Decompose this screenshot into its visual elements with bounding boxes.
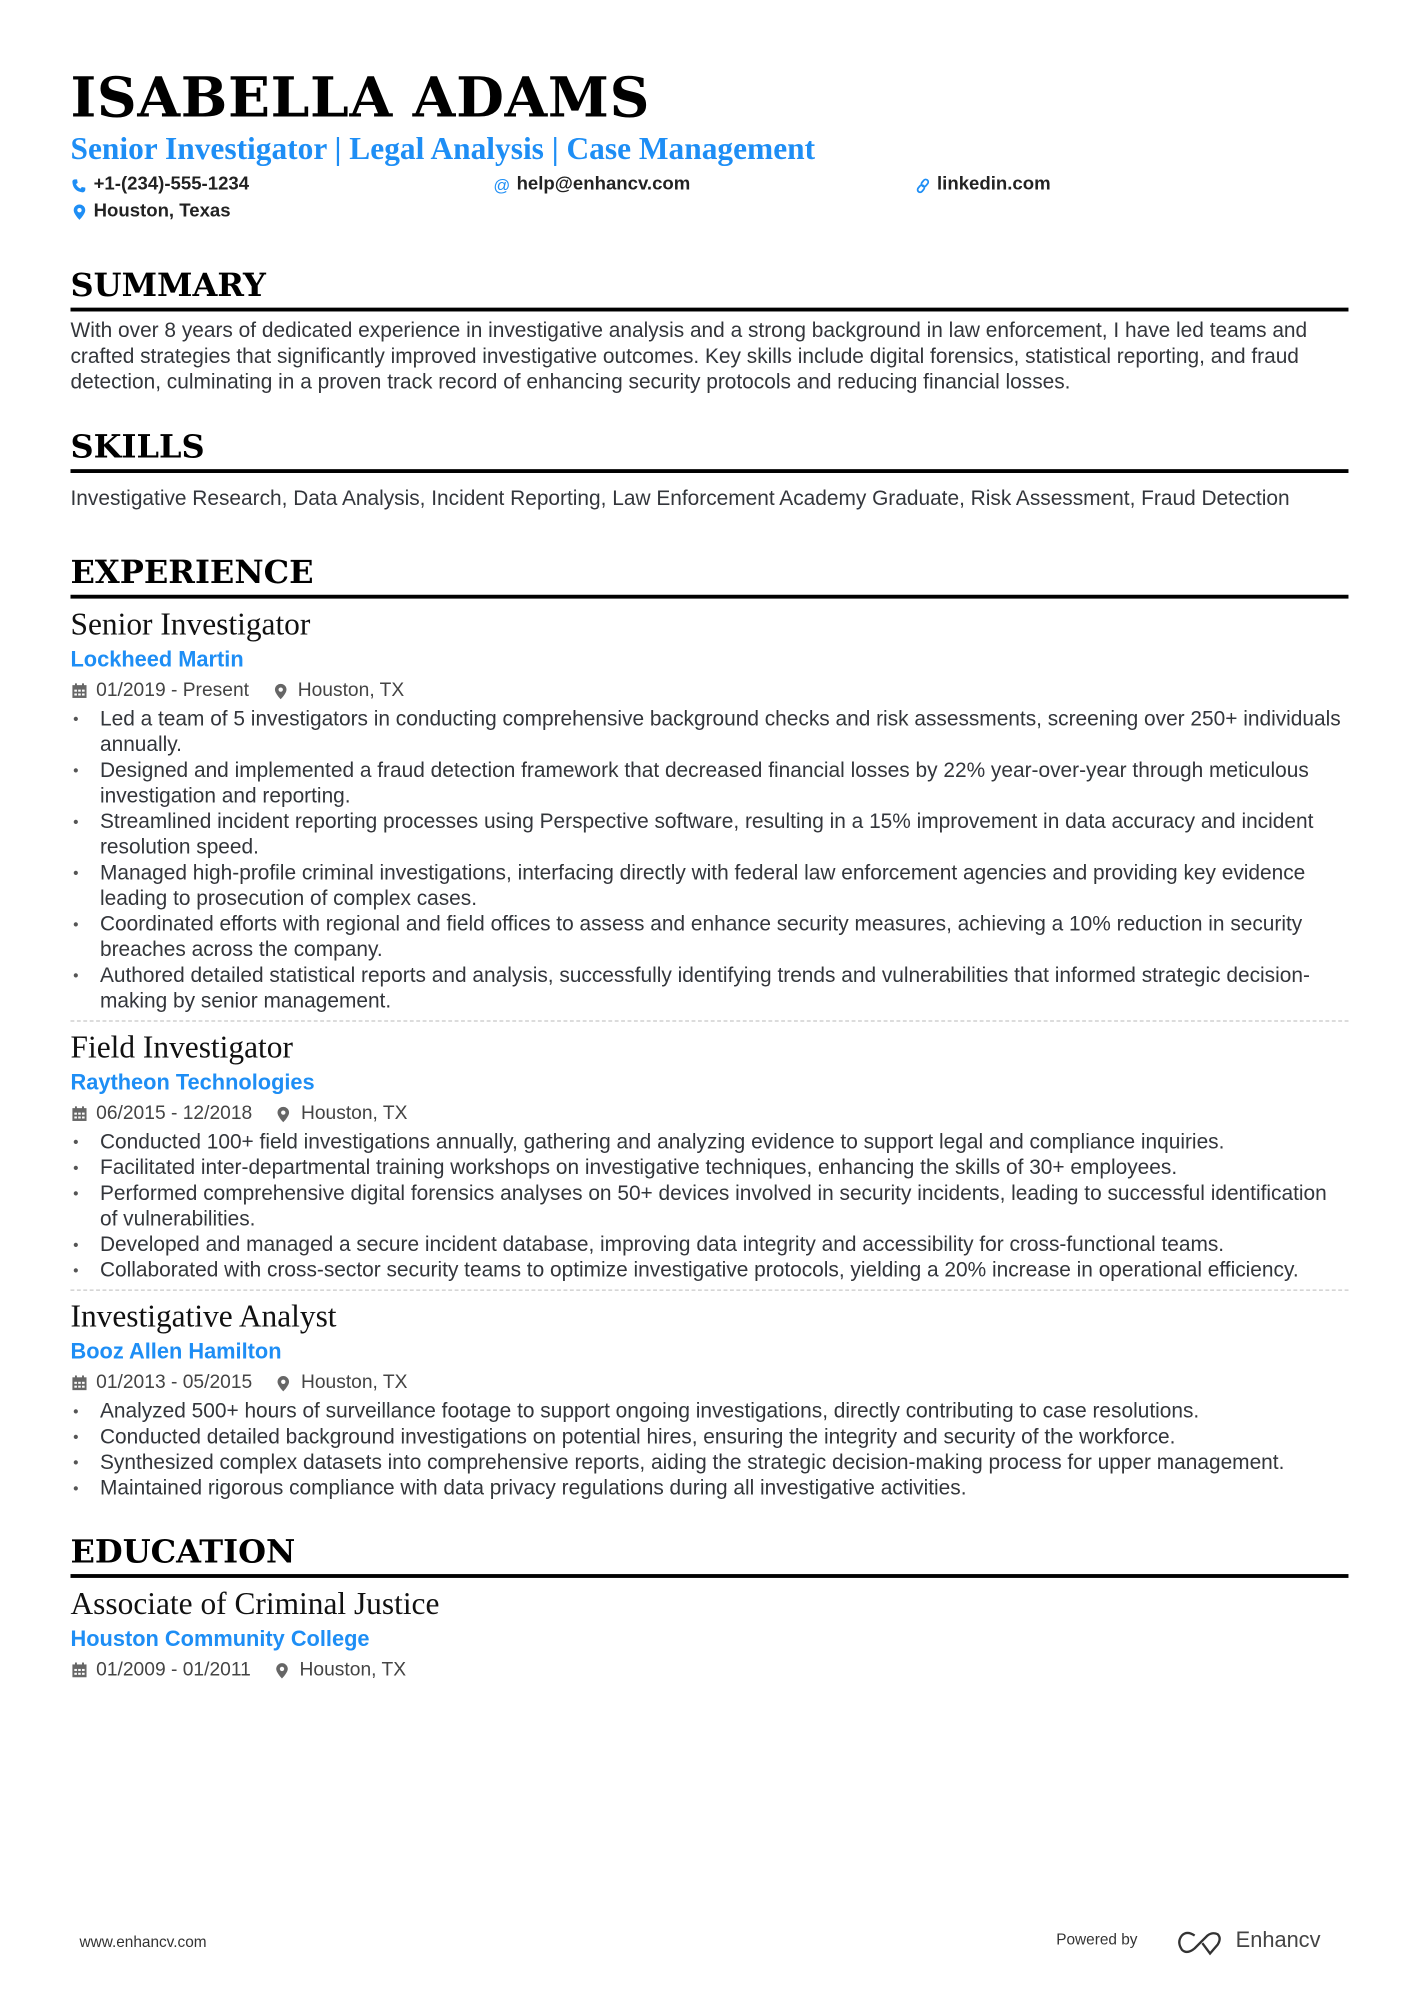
entry-location bbox=[272, 676, 404, 707]
bullet-item: • Maintained rigorous compliance with data privacy regulations during all investigative activities. bbox=[71, 1475, 1349, 1501]
bullet-item: • Coordinated efforts with regional and field offices to assess and enhance security measures, achieving a 10% reduction in security breaches across the company. bbox=[71, 911, 1349, 962]
calendar-icon bbox=[71, 1662, 88, 1679]
candidate-headline: Senior Investigator | Legal Analysis | Case Management bbox=[70, 132, 816, 167]
entry-bullets bbox=[71, 1129, 1349, 1283]
summary-text: With over 8 years of dedicated experience in investigative analysis and a strong background in law enforcement, I have led teams and crafted strategies that significantly improved investigative outcomes. Key skills include digital forensics, statistical reporting, and fraud detection, culminating in a proven track record of enhancing security protocols and reducing financial losses. bbox=[70, 319, 1308, 394]
contact-phone bbox=[71, 172, 250, 199]
education-entry bbox=[71, 1578, 1349, 1686]
entry-title: Senior Investigator bbox=[70, 607, 311, 643]
bullet-item: • Led a team of 5 investigators in conducting comprehensive background checks and risk assessments, screening over 250+ individuals annually. bbox=[71, 706, 1349, 757]
entry-location bbox=[275, 1099, 407, 1130]
bullet-item: • Performed comprehensive digital forensics analyses on 50+ devices involved in security incidents, leading to successful identification of vulnerabilities. bbox=[71, 1181, 1349, 1232]
entry-dates: 01/2009 - 01/2011 bbox=[96, 1658, 251, 1681]
entry-dates: 01/2013 - 05/2015 bbox=[96, 1371, 253, 1394]
at-icon: @ bbox=[493, 175, 511, 195]
section-title-summary: SUMMARY bbox=[71, 267, 1349, 312]
enhancv-logo-icon bbox=[1177, 1930, 1226, 1959]
bullet-item: • Designed and implemented a fraud detection framework that decreased financial losses by 22% year-over-year through meticulous investigation and reporting. bbox=[71, 758, 1349, 809]
contact-email[interactable] bbox=[494, 172, 691, 199]
contact-website[interactable] bbox=[914, 172, 1051, 199]
entry-title: Investigative Analyst bbox=[70, 1299, 337, 1335]
footer-website[interactable]: www.enhancv.com bbox=[79, 1932, 207, 1951]
education-list bbox=[71, 1578, 1349, 1686]
entry-bullets bbox=[71, 1398, 1349, 1501]
entry-meta bbox=[71, 676, 1349, 707]
bullet-item: • Managed high-profile criminal investigations, interfacing directly with federal law enforcement agencies and providing key evidence leading to prosecution of complex cases. bbox=[71, 860, 1349, 911]
location-pin-icon bbox=[274, 1662, 291, 1679]
candidate-name: ISABELLA ADAMS bbox=[70, 66, 651, 131]
entry-organization: Raytheon Technologies bbox=[70, 1070, 315, 1095]
bullet-item: • Facilitated inter-departmental training workshops on investigative techniques, enhancing the skills of 30+ employees. bbox=[71, 1155, 1349, 1181]
entry-location bbox=[274, 1655, 406, 1686]
entry-title: Field Investigator bbox=[70, 1030, 293, 1066]
entry-meta bbox=[71, 1655, 1349, 1686]
entry-location-text: Houston, TX bbox=[300, 1371, 408, 1394]
contact-row bbox=[71, 172, 1349, 199]
entry-organization: Booz Allen Hamilton bbox=[70, 1339, 282, 1364]
entry-organization: Houston Community College bbox=[70, 1626, 370, 1651]
location-pin-icon bbox=[272, 683, 289, 700]
footer-brand: Enhancv bbox=[1235, 1927, 1321, 1953]
skills-text: Investigative Research, Data Analysis, Incident Reporting, Law Enforcement Academy Graduate, Risk Assessment, Fraud Detection bbox=[70, 487, 1290, 511]
location-pin-icon bbox=[275, 1375, 292, 1392]
entry-location bbox=[275, 1368, 407, 1399]
entry-organization: Lockheed Martin bbox=[70, 647, 244, 672]
location-text: Houston, Texas bbox=[93, 201, 231, 222]
bullet-item: • Collaborated with cross-sector security teams to optimize investigative protocols, yielding a 20% increase in operational efficiency. bbox=[71, 1257, 1349, 1283]
location-pin-icon bbox=[71, 204, 88, 221]
entry-meta bbox=[71, 1368, 1349, 1399]
bullet-item: • Conducted 100+ field investigations annually, gathering and analyzing evidence to support legal and compliance inquiries. bbox=[71, 1129, 1349, 1155]
resume-content bbox=[71, 0, 1349, 1686]
link-icon bbox=[914, 177, 931, 194]
bullet-item: • Developed and managed a secure incident database, improving data integrity and accessibility for cross-functional teams. bbox=[71, 1232, 1349, 1258]
bullet-item: • Conducted detailed background investigations on potential hires, ensuring the integrity and security of the workforce. bbox=[71, 1424, 1349, 1450]
calendar-icon bbox=[71, 683, 88, 700]
bullet-item: • Streamlined incident reporting processes using Perspective software, resulting in a 15% improvement in data accuracy and incident resolution speed. bbox=[71, 809, 1349, 860]
contact-location bbox=[71, 199, 231, 226]
section-title-experience: EXPERIENCE bbox=[71, 554, 1349, 599]
entry-dates: 01/2019 - Present bbox=[96, 679, 249, 702]
entry-location-text: Houston, TX bbox=[297, 679, 405, 702]
calendar-icon bbox=[71, 1375, 88, 1392]
entry-dates: 06/2015 - 12/2018 bbox=[96, 1102, 253, 1125]
calendar-icon bbox=[71, 1106, 88, 1123]
experience-entry bbox=[71, 1291, 1349, 1501]
bullet-item: • Analyzed 500+ hours of surveillance footage to support ongoing investigations, directly contributing to case resolutions. bbox=[71, 1398, 1349, 1424]
footer-powered-by: Powered by bbox=[1056, 1930, 1138, 1949]
bullet-item: • Authored detailed statistical reports and analysis, successfully identifying trends and vulnerabilities that informed strategic decision-making by senior management. bbox=[71, 963, 1349, 1014]
section-title-skills: SKILLS bbox=[71, 428, 1349, 473]
bullet-item: • Synthesized complex datasets into comprehensive reports, aiding the strategic decision-making process for upper management. bbox=[71, 1450, 1349, 1476]
entry-title: Associate of Criminal Justice bbox=[70, 1586, 440, 1622]
entry-location-text: Houston, TX bbox=[299, 1658, 407, 1681]
location-pin-icon bbox=[275, 1106, 292, 1123]
entry-location-text: Houston, TX bbox=[300, 1102, 408, 1125]
website-link[interactable]: linkedin.com bbox=[937, 174, 1051, 195]
entry-bullets bbox=[71, 706, 1349, 1014]
phone-icon bbox=[71, 177, 88, 194]
phone-text: +1-(234)-555-1234 bbox=[93, 174, 250, 195]
section-title-education: EDUCATION bbox=[71, 1533, 1349, 1578]
email-link[interactable]: help@enhancv.com bbox=[516, 174, 691, 195]
contact-row-2 bbox=[71, 199, 1349, 226]
experience-entry bbox=[71, 1022, 1349, 1291]
entry-meta bbox=[71, 1099, 1349, 1130]
experience-entry bbox=[71, 599, 1349, 1022]
experience-list bbox=[71, 599, 1349, 1501]
